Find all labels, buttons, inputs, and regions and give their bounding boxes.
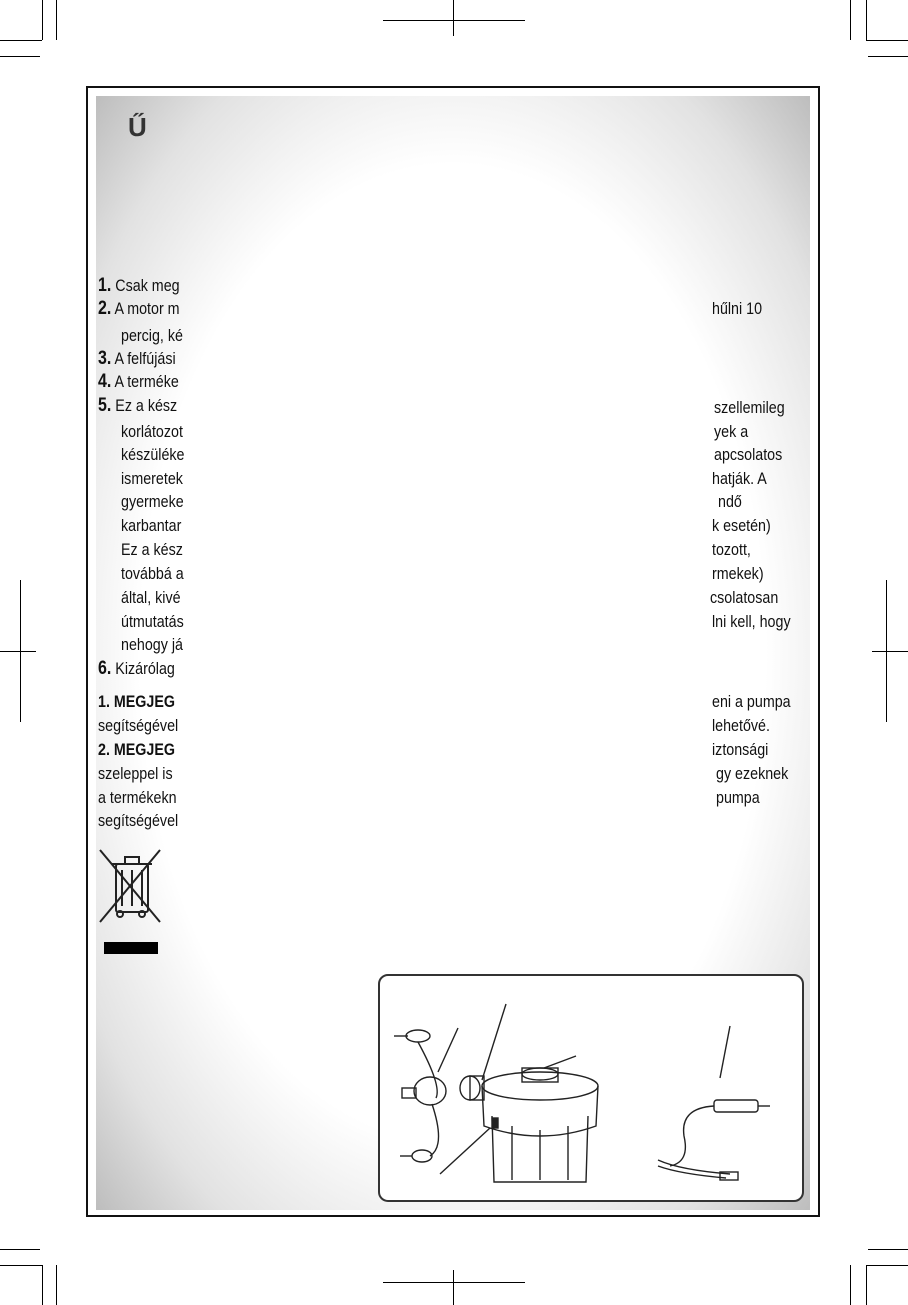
note-tail: gy ezeknek	[716, 764, 789, 783]
list-item-tail: rmekek)	[712, 564, 764, 583]
crop-mark	[866, 40, 908, 41]
list-item: karbantar	[121, 516, 182, 535]
note-tail: pumpa	[716, 788, 760, 807]
crop-mark	[42, 0, 43, 40]
list-item: ismeretek	[121, 469, 183, 488]
list-item-tail: k esetén)	[712, 516, 771, 535]
crop-mark	[866, 0, 867, 40]
pump-illustration	[380, 976, 802, 1200]
list-item-tail: csolatosan	[710, 588, 779, 607]
crop-mark	[42, 1265, 43, 1305]
list-item: Ez a kész	[121, 540, 183, 559]
weee-underline-bar	[104, 942, 158, 954]
note-line: a termékekn	[98, 788, 177, 807]
crop-mark	[0, 651, 36, 652]
note-line: szeleppel is	[98, 764, 173, 783]
list-item-tail: tozott,	[712, 540, 751, 559]
list-item-tail: lni kell, hogy	[712, 612, 791, 631]
crop-mark	[453, 1270, 454, 1305]
list-item-tail: hatják. A	[712, 469, 767, 488]
list-item: 4. A terméke	[98, 371, 179, 392]
note-tail: eni a pumpa	[712, 692, 791, 711]
crop-mark	[453, 0, 454, 36]
crop-mark	[0, 1249, 40, 1250]
list-item-tail: ndő	[718, 492, 742, 511]
list-item-tail: apcsolatos	[714, 445, 783, 464]
list-item: 6. Kizárólag	[98, 658, 175, 679]
note-tail: iztonsági	[712, 740, 769, 759]
note-tail: lehetővé.	[712, 716, 770, 735]
crop-mark	[868, 56, 908, 57]
crop-mark	[56, 1265, 57, 1305]
crop-mark	[850, 1265, 851, 1305]
list-item: továbbá a	[121, 564, 184, 583]
crop-mark	[850, 0, 851, 40]
crop-mark	[868, 1249, 908, 1250]
list-item: készüléke	[121, 445, 185, 464]
note-line: 2. MEGJEG	[98, 740, 175, 759]
list-item-tail: szellemileg	[714, 398, 785, 417]
language-icon: Ű	[128, 112, 147, 142]
list-item: 3. A felfújási	[98, 348, 176, 369]
crop-mark	[56, 0, 57, 40]
note-line: segítségével	[98, 811, 179, 830]
crop-mark	[20, 580, 21, 722]
list-item: gyermeke	[121, 492, 184, 511]
list-item-tail: hűlni 10	[712, 299, 763, 318]
list-item: korlátozot	[121, 422, 183, 441]
product-figure	[378, 974, 804, 1202]
list-item: nehogy já	[121, 635, 183, 654]
list-item: 2. A motor m	[98, 298, 180, 319]
crop-mark	[0, 40, 42, 41]
crop-mark	[866, 1265, 908, 1266]
weee-bin-icon	[98, 848, 164, 926]
crop-mark	[886, 580, 887, 722]
list-item: 5. Ez a kész	[98, 395, 178, 416]
list-item-tail: yek a	[714, 422, 749, 441]
crop-mark	[383, 1282, 525, 1283]
crop-mark	[0, 56, 40, 57]
list-item: 1. Csak meg	[98, 275, 180, 296]
note-line: segítségével	[98, 716, 179, 735]
list-item: útmutatás	[121, 612, 184, 631]
crop-mark	[866, 1265, 867, 1305]
crop-mark	[383, 20, 525, 21]
list-item: percig, ké	[121, 326, 183, 345]
crop-mark	[0, 1265, 42, 1266]
crop-mark	[872, 651, 908, 652]
note-line: 1. MEGJEG	[98, 692, 175, 711]
list-item: által, kivé	[121, 588, 181, 607]
